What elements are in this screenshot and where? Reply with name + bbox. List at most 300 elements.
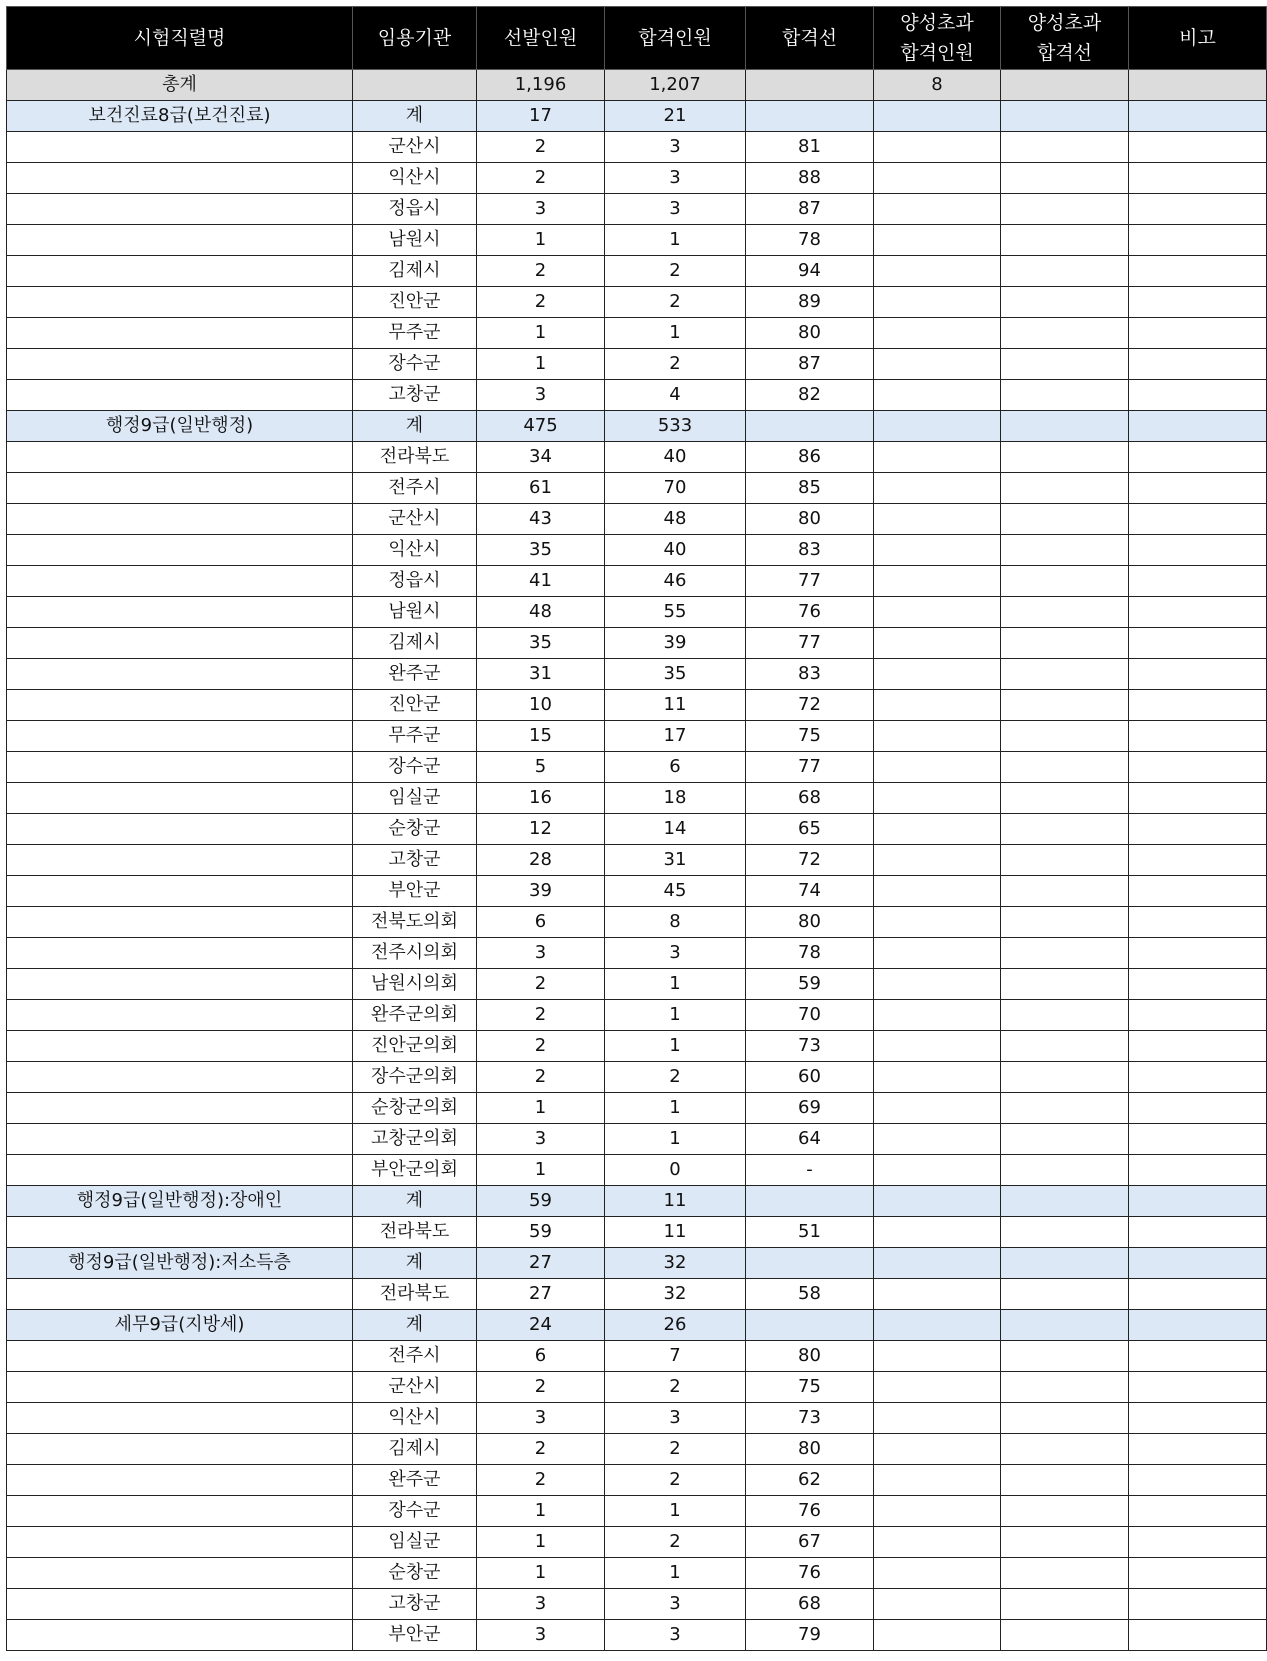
row-organization: 진안군의회 <box>353 1031 477 1062</box>
row-organization: 남원시의회 <box>353 969 477 1000</box>
row-organization: 부안군 <box>353 876 477 907</box>
group-org: 계 <box>353 101 477 132</box>
group-name: 행정9급(일반행정):장애인 <box>7 1186 353 1217</box>
row-extra-cutoff <box>1001 1062 1129 1093</box>
row-cutoff: 80 <box>746 1341 874 1372</box>
row-cutoff: 83 <box>746 659 874 690</box>
row-exam-series <box>7 969 353 1000</box>
total-selected: 1,196 <box>477 70 605 101</box>
row-passed: 45 <box>605 876 746 907</box>
row-extra-cutoff <box>1001 628 1129 659</box>
row-extra-passed <box>874 1372 1001 1403</box>
table-row <box>7 1000 1267 1031</box>
row-extra-passed <box>874 597 1001 628</box>
row-exam-series <box>7 1465 353 1496</box>
row-extra-passed <box>874 380 1001 411</box>
row-extra-passed <box>874 1031 1001 1062</box>
results-sheet <box>6 6 1267 1651</box>
row-extra-cutoff <box>1001 721 1129 752</box>
row-organization: 전주시 <box>353 1341 477 1372</box>
row-cutoff: 87 <box>746 349 874 380</box>
row-extra-cutoff <box>1001 1527 1129 1558</box>
row-passed: 2 <box>605 1062 746 1093</box>
row-extra-cutoff <box>1001 690 1129 721</box>
group-extra-passed <box>874 101 1001 132</box>
table-row <box>7 442 1267 473</box>
row-exam-series <box>7 163 353 194</box>
row-exam-series <box>7 1031 353 1062</box>
row-cutoff: 80 <box>746 504 874 535</box>
table-row <box>7 132 1267 163</box>
row-extra-cutoff <box>1001 1465 1129 1496</box>
table-row <box>7 1217 1267 1248</box>
row-exam-series <box>7 1403 353 1434</box>
row-exam-series <box>7 845 353 876</box>
row-note <box>1129 721 1267 752</box>
row-passed: 6 <box>605 752 746 783</box>
row-exam-series <box>7 690 353 721</box>
row-passed: 1 <box>605 1031 746 1062</box>
row-extra-cutoff <box>1001 1093 1129 1124</box>
table-row <box>7 814 1267 845</box>
group-selected: 475 <box>477 411 605 442</box>
row-organization: 군산시 <box>353 504 477 535</box>
row-extra-cutoff <box>1001 597 1129 628</box>
row-note <box>1129 256 1267 287</box>
row-exam-series <box>7 1279 353 1310</box>
row-note <box>1129 690 1267 721</box>
row-organization: 순창군의회 <box>353 1093 477 1124</box>
row-note <box>1129 380 1267 411</box>
row-organization: 고창군의회 <box>353 1124 477 1155</box>
row-note <box>1129 1527 1267 1558</box>
row-selected: 3 <box>477 1124 605 1155</box>
row-extra-cutoff <box>1001 1031 1129 1062</box>
row-extra-passed <box>874 318 1001 349</box>
row-extra-passed <box>874 1558 1001 1589</box>
row-extra-cutoff <box>1001 783 1129 814</box>
row-note <box>1129 163 1267 194</box>
row-cutoff: 62 <box>746 1465 874 1496</box>
total-note <box>1129 70 1267 101</box>
row-extra-passed <box>874 907 1001 938</box>
total-label: 총계 <box>7 70 353 101</box>
row-note <box>1129 349 1267 380</box>
row-extra-passed <box>874 752 1001 783</box>
table-row <box>7 1124 1267 1155</box>
row-note <box>1129 814 1267 845</box>
row-note <box>1129 1465 1267 1496</box>
row-cutoff: 77 <box>746 566 874 597</box>
row-cutoff: 80 <box>746 1434 874 1465</box>
row-exam-series <box>7 380 353 411</box>
row-organization: 전라북도 <box>353 1217 477 1248</box>
group-cutoff <box>746 101 874 132</box>
row-exam-series <box>7 1093 353 1124</box>
row-extra-passed <box>874 1341 1001 1372</box>
row-exam-series <box>7 1155 353 1186</box>
row-cutoff: 68 <box>746 783 874 814</box>
row-exam-series <box>7 1496 353 1527</box>
row-passed: 2 <box>605 287 746 318</box>
row-extra-passed <box>874 473 1001 504</box>
row-selected: 3 <box>477 1403 605 1434</box>
row-organization: 정읍시 <box>353 194 477 225</box>
row-extra-cutoff <box>1001 1620 1129 1651</box>
row-note <box>1129 969 1267 1000</box>
row-passed: 1 <box>605 318 746 349</box>
row-extra-passed <box>874 1620 1001 1651</box>
row-extra-passed <box>874 783 1001 814</box>
row-note <box>1129 628 1267 659</box>
row-selected: 2 <box>477 1465 605 1496</box>
row-passed: 2 <box>605 1527 746 1558</box>
row-note <box>1129 442 1267 473</box>
header-note: 비고 <box>1129 7 1267 70</box>
row-selected: 2 <box>477 1000 605 1031</box>
row-organization: 무주군 <box>353 721 477 752</box>
row-organization: 고창군 <box>353 845 477 876</box>
row-exam-series <box>7 1124 353 1155</box>
row-selected: 2 <box>477 256 605 287</box>
row-cutoff: 80 <box>746 907 874 938</box>
row-cutoff: 58 <box>746 1279 874 1310</box>
table-row <box>7 752 1267 783</box>
row-extra-passed <box>874 194 1001 225</box>
row-cutoff: 89 <box>746 287 874 318</box>
row-selected: 10 <box>477 690 605 721</box>
row-exam-series <box>7 287 353 318</box>
row-note <box>1129 783 1267 814</box>
row-organization: 장수군 <box>353 349 477 380</box>
row-passed: 3 <box>605 163 746 194</box>
row-note <box>1129 1000 1267 1031</box>
row-note <box>1129 1434 1267 1465</box>
row-passed: 14 <box>605 814 746 845</box>
row-cutoff: 72 <box>746 690 874 721</box>
total-passed: 1,207 <box>605 70 746 101</box>
table-row <box>7 318 1267 349</box>
row-exam-series <box>7 318 353 349</box>
row-exam-series <box>7 1434 353 1465</box>
row-selected: 6 <box>477 1341 605 1372</box>
row-note <box>1129 1155 1267 1186</box>
row-extra-cutoff <box>1001 380 1129 411</box>
row-extra-passed <box>874 814 1001 845</box>
row-passed: 2 <box>605 1465 746 1496</box>
row-passed: 40 <box>605 442 746 473</box>
row-selected: 28 <box>477 845 605 876</box>
row-passed: 3 <box>605 1589 746 1620</box>
table-row <box>7 380 1267 411</box>
group-row <box>7 1310 1267 1341</box>
group-cutoff <box>746 411 874 442</box>
group-extra-cutoff <box>1001 411 1129 442</box>
group-cutoff <box>746 1186 874 1217</box>
group-row <box>7 101 1267 132</box>
table-row <box>7 225 1267 256</box>
row-note <box>1129 1496 1267 1527</box>
row-extra-cutoff <box>1001 318 1129 349</box>
header-exam-series: 시험직렬명 <box>7 7 353 70</box>
row-passed: 3 <box>605 194 746 225</box>
row-organization: 임실군 <box>353 1527 477 1558</box>
row-extra-passed <box>874 1527 1001 1558</box>
row-passed: 48 <box>605 504 746 535</box>
group-extra-passed <box>874 1248 1001 1279</box>
row-passed: 46 <box>605 566 746 597</box>
header-row <box>7 7 1267 70</box>
group-org: 계 <box>353 1186 477 1217</box>
row-exam-series <box>7 659 353 690</box>
row-extra-passed <box>874 1465 1001 1496</box>
row-extra-passed <box>874 876 1001 907</box>
row-passed: 3 <box>605 1403 746 1434</box>
row-passed: 1 <box>605 1124 746 1155</box>
row-cutoff: 79 <box>746 1620 874 1651</box>
row-extra-cutoff <box>1001 1217 1129 1248</box>
row-extra-cutoff <box>1001 132 1129 163</box>
table-row <box>7 659 1267 690</box>
row-note <box>1129 1031 1267 1062</box>
row-passed: 2 <box>605 256 746 287</box>
row-cutoff: 51 <box>746 1217 874 1248</box>
row-cutoff: 65 <box>746 814 874 845</box>
row-selected: 2 <box>477 969 605 1000</box>
table-row <box>7 1496 1267 1527</box>
row-exam-series <box>7 1589 353 1620</box>
group-extra-cutoff <box>1001 1310 1129 1341</box>
row-passed: 3 <box>605 1620 746 1651</box>
row-extra-passed <box>874 659 1001 690</box>
row-extra-cutoff <box>1001 1155 1129 1186</box>
row-extra-passed <box>874 1496 1001 1527</box>
row-extra-passed <box>874 535 1001 566</box>
row-exam-series <box>7 876 353 907</box>
row-extra-passed <box>874 1279 1001 1310</box>
row-organization: 고창군 <box>353 1589 477 1620</box>
row-exam-series <box>7 721 353 752</box>
row-cutoff: 81 <box>746 132 874 163</box>
table-row <box>7 721 1267 752</box>
table-row <box>7 566 1267 597</box>
table-row <box>7 1279 1267 1310</box>
table-row <box>7 1093 1267 1124</box>
group-note <box>1129 1310 1267 1341</box>
row-extra-passed <box>874 845 1001 876</box>
table-row <box>7 535 1267 566</box>
row-selected: 6 <box>477 907 605 938</box>
row-selected: 1 <box>477 1558 605 1589</box>
table-body <box>7 70 1267 1651</box>
table-row <box>7 1434 1267 1465</box>
row-exam-series <box>7 225 353 256</box>
table-row <box>7 1589 1267 1620</box>
row-selected: 2 <box>477 1372 605 1403</box>
row-passed: 0 <box>605 1155 746 1186</box>
row-selected: 35 <box>477 535 605 566</box>
row-exam-series <box>7 1372 353 1403</box>
total-extra-passed: 8 <box>874 70 1001 101</box>
row-note <box>1129 907 1267 938</box>
row-passed: 2 <box>605 1434 746 1465</box>
row-cutoff: 75 <box>746 721 874 752</box>
row-extra-passed <box>874 1403 1001 1434</box>
row-extra-cutoff <box>1001 287 1129 318</box>
row-organization: 익산시 <box>353 163 477 194</box>
row-passed: 1 <box>605 1093 746 1124</box>
row-extra-passed <box>874 690 1001 721</box>
table-row <box>7 194 1267 225</box>
row-passed: 3 <box>605 132 746 163</box>
row-extra-cutoff <box>1001 256 1129 287</box>
row-selected: 59 <box>477 1217 605 1248</box>
group-row <box>7 411 1267 442</box>
total-extra-cutoff <box>1001 70 1129 101</box>
row-selected: 2 <box>477 1031 605 1062</box>
row-extra-cutoff <box>1001 1000 1129 1031</box>
group-row <box>7 1248 1267 1279</box>
row-note <box>1129 597 1267 628</box>
row-organization: 익산시 <box>353 535 477 566</box>
header-extra-cutoff: 양성초과 합격선 <box>1001 7 1129 70</box>
row-organization: 정읍시 <box>353 566 477 597</box>
row-exam-series <box>7 194 353 225</box>
row-organization: 남원시 <box>353 597 477 628</box>
row-exam-series <box>7 442 353 473</box>
row-organization: 고창군 <box>353 380 477 411</box>
row-cutoff: 85 <box>746 473 874 504</box>
group-passed: 21 <box>605 101 746 132</box>
row-passed: 11 <box>605 690 746 721</box>
group-selected: 27 <box>477 1248 605 1279</box>
row-exam-series <box>7 349 353 380</box>
row-exam-series <box>7 566 353 597</box>
row-selected: 35 <box>477 628 605 659</box>
group-extra-cutoff <box>1001 1186 1129 1217</box>
row-note <box>1129 1093 1267 1124</box>
row-extra-passed <box>874 163 1001 194</box>
group-extra-passed <box>874 1310 1001 1341</box>
row-selected: 2 <box>477 163 605 194</box>
row-extra-cutoff <box>1001 1434 1129 1465</box>
row-selected: 43 <box>477 504 605 535</box>
row-extra-passed <box>874 504 1001 535</box>
row-passed: 32 <box>605 1279 746 1310</box>
row-selected: 1 <box>477 1496 605 1527</box>
row-selected: 48 <box>477 597 605 628</box>
row-note <box>1129 194 1267 225</box>
row-cutoff: 82 <box>746 380 874 411</box>
row-selected: 2 <box>477 1062 605 1093</box>
group-selected: 59 <box>477 1186 605 1217</box>
row-organization: 군산시 <box>353 1372 477 1403</box>
row-selected: 3 <box>477 1620 605 1651</box>
row-organization: 남원시 <box>353 225 477 256</box>
row-extra-passed <box>874 938 1001 969</box>
row-exam-series <box>7 1062 353 1093</box>
row-passed: 1 <box>605 1558 746 1589</box>
row-note <box>1129 1124 1267 1155</box>
row-note <box>1129 535 1267 566</box>
group-note <box>1129 411 1267 442</box>
row-organization: 전라북도 <box>353 442 477 473</box>
group-row <box>7 1186 1267 1217</box>
table-row <box>7 783 1267 814</box>
row-extra-cutoff <box>1001 1403 1129 1434</box>
row-passed: 4 <box>605 380 746 411</box>
row-exam-series <box>7 132 353 163</box>
row-extra-cutoff <box>1001 752 1129 783</box>
row-extra-passed <box>874 1155 1001 1186</box>
row-extra-cutoff <box>1001 938 1129 969</box>
group-name: 세무9급(지방세) <box>7 1310 353 1341</box>
row-cutoff: 94 <box>746 256 874 287</box>
row-note <box>1129 845 1267 876</box>
row-extra-cutoff <box>1001 442 1129 473</box>
row-selected: 2 <box>477 132 605 163</box>
group-selected: 17 <box>477 101 605 132</box>
row-extra-passed <box>874 566 1001 597</box>
row-organization: 부안군 <box>353 1620 477 1651</box>
row-note <box>1129 1589 1267 1620</box>
row-exam-series <box>7 814 353 845</box>
table-row <box>7 1155 1267 1186</box>
header-selected-count: 선발인원 <box>477 7 605 70</box>
table-row <box>7 1527 1267 1558</box>
row-extra-cutoff <box>1001 1341 1129 1372</box>
group-name: 행정9급(일반행정):저소득층 <box>7 1248 353 1279</box>
row-note <box>1129 132 1267 163</box>
row-cutoff: 80 <box>746 318 874 349</box>
row-extra-cutoff <box>1001 566 1129 597</box>
row-exam-series <box>7 1217 353 1248</box>
table-row <box>7 907 1267 938</box>
row-extra-passed <box>874 721 1001 752</box>
row-passed: 18 <box>605 783 746 814</box>
group-passed: 11 <box>605 1186 746 1217</box>
row-selected: 3 <box>477 380 605 411</box>
row-selected: 1 <box>477 349 605 380</box>
row-extra-cutoff <box>1001 1496 1129 1527</box>
table-row <box>7 1620 1267 1651</box>
row-organization: 익산시 <box>353 1403 477 1434</box>
row-passed: 40 <box>605 535 746 566</box>
row-extra-passed <box>874 225 1001 256</box>
row-note <box>1129 566 1267 597</box>
row-extra-passed <box>874 1434 1001 1465</box>
row-note <box>1129 225 1267 256</box>
row-cutoff: 87 <box>746 194 874 225</box>
row-exam-series <box>7 783 353 814</box>
table-row <box>7 287 1267 318</box>
table-row <box>7 349 1267 380</box>
row-note <box>1129 876 1267 907</box>
row-organization: 김제시 <box>353 1434 477 1465</box>
row-passed: 3 <box>605 938 746 969</box>
row-cutoff: 76 <box>746 1496 874 1527</box>
row-extra-cutoff <box>1001 907 1129 938</box>
row-selected: 2 <box>477 1434 605 1465</box>
row-cutoff: 67 <box>746 1527 874 1558</box>
row-passed: 35 <box>605 659 746 690</box>
row-cutoff: 60 <box>746 1062 874 1093</box>
row-selected: 61 <box>477 473 605 504</box>
group-selected: 24 <box>477 1310 605 1341</box>
row-cutoff: 78 <box>746 225 874 256</box>
row-note <box>1129 1341 1267 1372</box>
row-note <box>1129 1279 1267 1310</box>
